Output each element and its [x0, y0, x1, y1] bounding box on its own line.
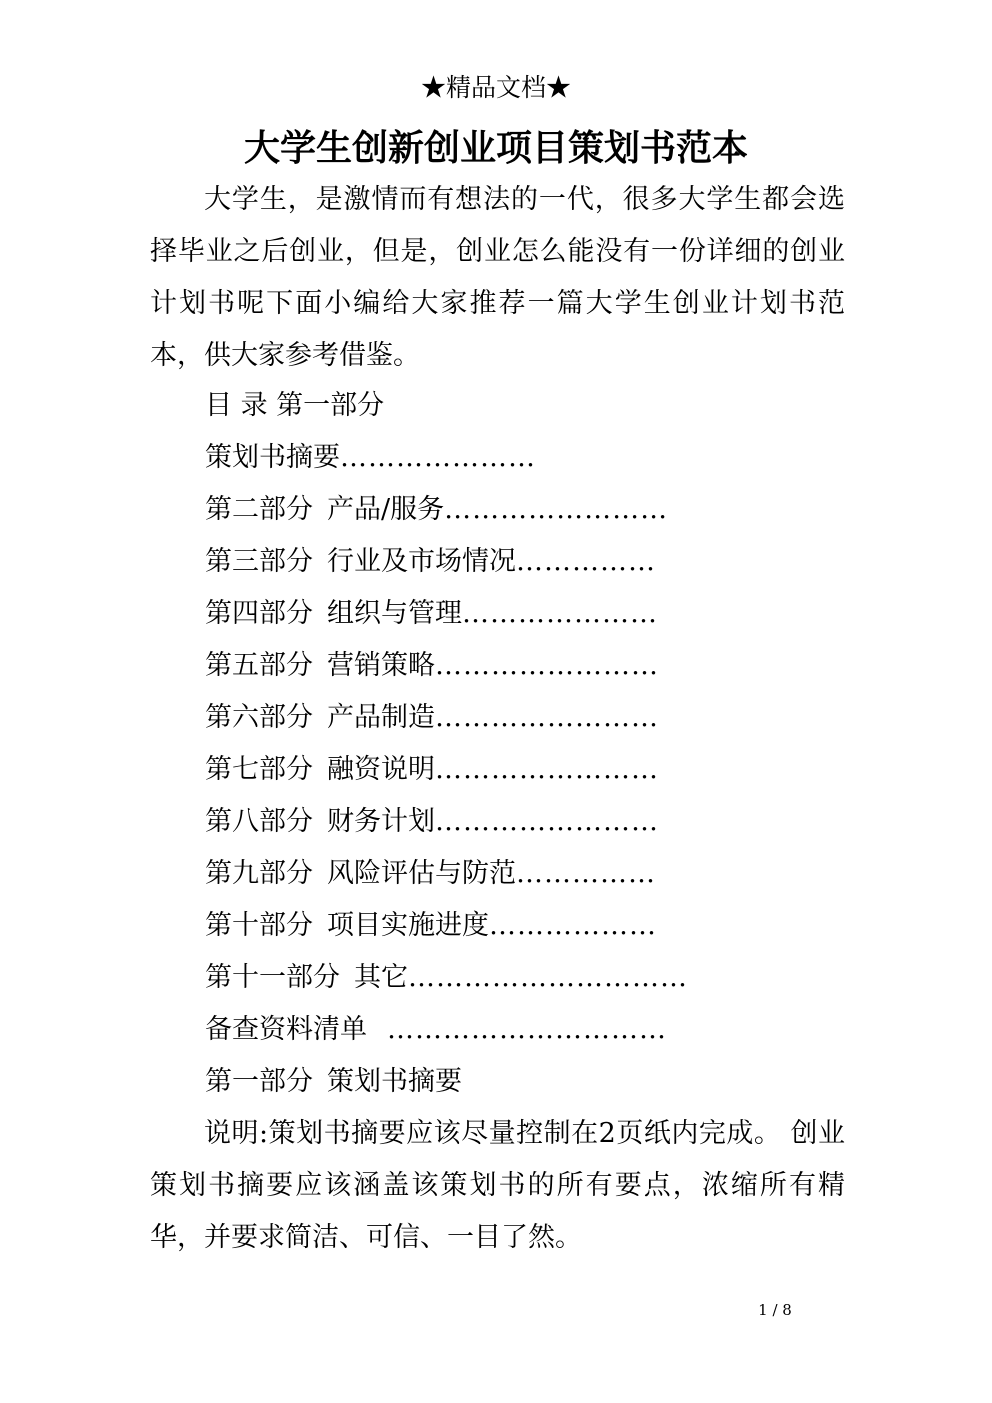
toc-leader-dots: ……………………: [435, 650, 659, 681]
toc-topic: 融资说明: [327, 754, 435, 785]
section-heading: [205, 1056, 462, 1108]
toc-leader-dots: ……………………: [435, 754, 659, 785]
toc-topic: 产品/服务: [327, 494, 445, 525]
toc-item: [205, 744, 845, 796]
toc-heading: [205, 380, 845, 432]
section-part: 第一部分: [205, 1066, 313, 1097]
toc-leader-dots: ……………: [516, 546, 656, 577]
toc-item: [205, 1004, 845, 1056]
toc-topic: 项目实施进度: [327, 910, 489, 941]
toc-part: 第四部分: [205, 598, 313, 629]
toc-item: [205, 588, 845, 640]
page-number: 1 / 8: [758, 1301, 792, 1319]
toc-part: 策划书摘要: [205, 442, 340, 473]
toc-part: 第十一部分: [205, 962, 340, 993]
toc-leader-dots: ……………: [516, 858, 656, 889]
toc-item: [205, 952, 845, 1004]
toc-leader-dots: ……………………: [435, 806, 659, 837]
toc-leader-dots: …………………………: [387, 1014, 667, 1045]
toc-part: 第二部分: [205, 494, 313, 525]
toc-topic: 风险评估与防范: [327, 858, 516, 889]
toc-item: [205, 484, 845, 536]
toc-part: 第六部分: [205, 702, 313, 733]
header-badge: ★精品文档★: [420, 73, 571, 102]
toc-part: 第三部分: [205, 546, 313, 577]
toc-item: [205, 640, 845, 692]
toc-topic: 组织与管理: [327, 598, 462, 629]
table-of-contents: [205, 380, 845, 1056]
toc-item: [205, 900, 845, 952]
toc-topic: 财务计划: [327, 806, 435, 837]
toc-part: 第五部分: [205, 650, 313, 681]
toc-topic: 其它: [354, 962, 408, 993]
document-title: 大学生创新创业项目策划书范本: [243, 127, 748, 169]
toc-part: 第九部分: [205, 858, 313, 889]
toc-leader-dots: ……………………: [444, 494, 669, 525]
toc-part: 目 录 第一部分: [205, 390, 385, 421]
toc-part: 第七部分: [205, 754, 313, 785]
toc-item: [205, 432, 845, 484]
toc-leader-dots: …………………: [340, 442, 536, 473]
intro-paragraph: 大学生，是激情而有想法的一代，很多大学生都会选择毕业之后创业，但是，创业怎么能没有一份详细的创业计划书呢下面小编给大家推荐一篇大学生创业计划书范本，供大家参考借鉴。: [150, 184, 845, 371]
section-topic: 策划书摘要: [327, 1066, 462, 1097]
toc-topic: 产品制造: [327, 702, 435, 733]
toc-topic: 行业及市场情况: [327, 546, 516, 577]
toc-item: [205, 536, 845, 588]
toc-leader-dots: …………………………: [408, 962, 688, 993]
toc-leader-dots: ……………………: [435, 702, 659, 733]
toc-topic: 营销策略: [327, 650, 435, 681]
toc-part: 第八部分: [205, 806, 313, 837]
toc-item: [205, 692, 845, 744]
toc-part: 第十部分: [205, 910, 313, 941]
toc-part: 备查资料清单: [205, 1014, 367, 1045]
summary-note-paragraph: 说明:策划书摘要应该尽量控制在2页纸内完成。 创业策划书摘要应该涵盖该策划书的所有要点，浓缩所有精华，并要求简洁、可信、一目了然。: [150, 1118, 845, 1253]
toc-item: [205, 848, 845, 900]
toc-leader-dots: ………………: [489, 910, 657, 941]
toc-item: [205, 796, 845, 848]
toc-leader-dots: …………………: [462, 598, 658, 629]
